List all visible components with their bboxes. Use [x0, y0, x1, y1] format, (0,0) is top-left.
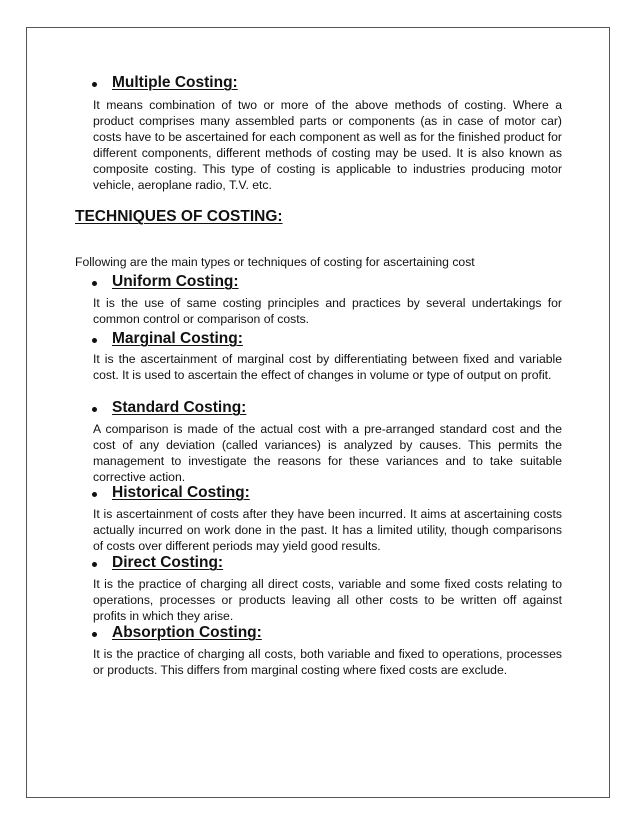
bullet-dot-icon: [92, 632, 97, 637]
standard-costing-text: A comparison is made of the actual cost with a pre-arranged standard cost and the cost of any deviation (called variances) is analyzed by causes. This permits the management to investigate the reasons for these variances and to take suitable corrective action.: [93, 422, 562, 484]
uniform-costing-title: Uniform Costing:: [112, 273, 239, 290]
absorption-costing-text: It is the practice of charging all costs, both variable and fixed to operations, processes or products. This differs from marginal costing where fixed costs are exclude.: [93, 647, 562, 677]
bullet-dot-icon: [92, 562, 97, 567]
historical-costing-title: Historical Costing:: [112, 484, 250, 501]
bullet-absorption-costing: [92, 623, 262, 643]
uniform-costing-text: It is the use of same costing principles and practices by several undertakings for common control or comparison of costs.: [93, 296, 562, 326]
bullet-dot-icon: [92, 338, 97, 343]
bullet-direct-costing: [92, 553, 223, 573]
historical-costing-text: It is ascertainment of costs after they have been incurred. It aims at ascertaining costs actually incurred on work done in the past. It has a limited utility, though comparisons of costs over different periods may yield good results.: [93, 507, 562, 553]
bullet-uniform-costing: [92, 272, 239, 292]
multiple-costing-text: It means combination of two or more of the above methods of costing. Where a product comprises many assembled parts or components (as in case of motor car) costs have to be ascertained for each component as well as for the finished product for different components, different methods of costing may be used. It is also known as composite costing. This type of costing is applicable to industries producing motor vehicle, aeroplane radio, T.V. etc.: [93, 98, 562, 192]
marginal-costing-title: Marginal Costing:: [112, 330, 243, 347]
techniques-intro: Following are the main types or techniques of costing for ascertaining cost: [75, 255, 475, 269]
direct-costing-title: Direct Costing:: [112, 554, 224, 571]
multiple-costing-title: Multiple Costing:: [112, 74, 238, 91]
bullet-historical-costing: [92, 483, 250, 503]
bullet-marginal-costing: [92, 329, 243, 349]
bullet-standard-costing: [92, 398, 246, 418]
marginal-costing-text: It is the ascertainment of marginal cost by differentiating between fixed and variable cost. It is used to ascertain the effect of changes in volume or type of output on profit.: [93, 352, 562, 382]
bullet-dot-icon: [92, 281, 97, 286]
bullet-multiple-costing: [92, 73, 238, 93]
bullet-dot-icon: [92, 407, 97, 412]
standard-costing-title: Standard Costing:: [112, 399, 247, 416]
section-heading: TECHNIQUES OF COSTING:: [75, 208, 283, 225]
bullet-dot-icon: [92, 82, 97, 87]
direct-costing-text: It is the practice of charging all direct costs, variable and some fixed costs relating to operations, processes or products leaving all other costs to be written off against profits in which they arise.: [93, 577, 562, 623]
absorption-costing-title: Absorption Costing:: [112, 624, 262, 641]
bullet-dot-icon: [92, 492, 97, 497]
